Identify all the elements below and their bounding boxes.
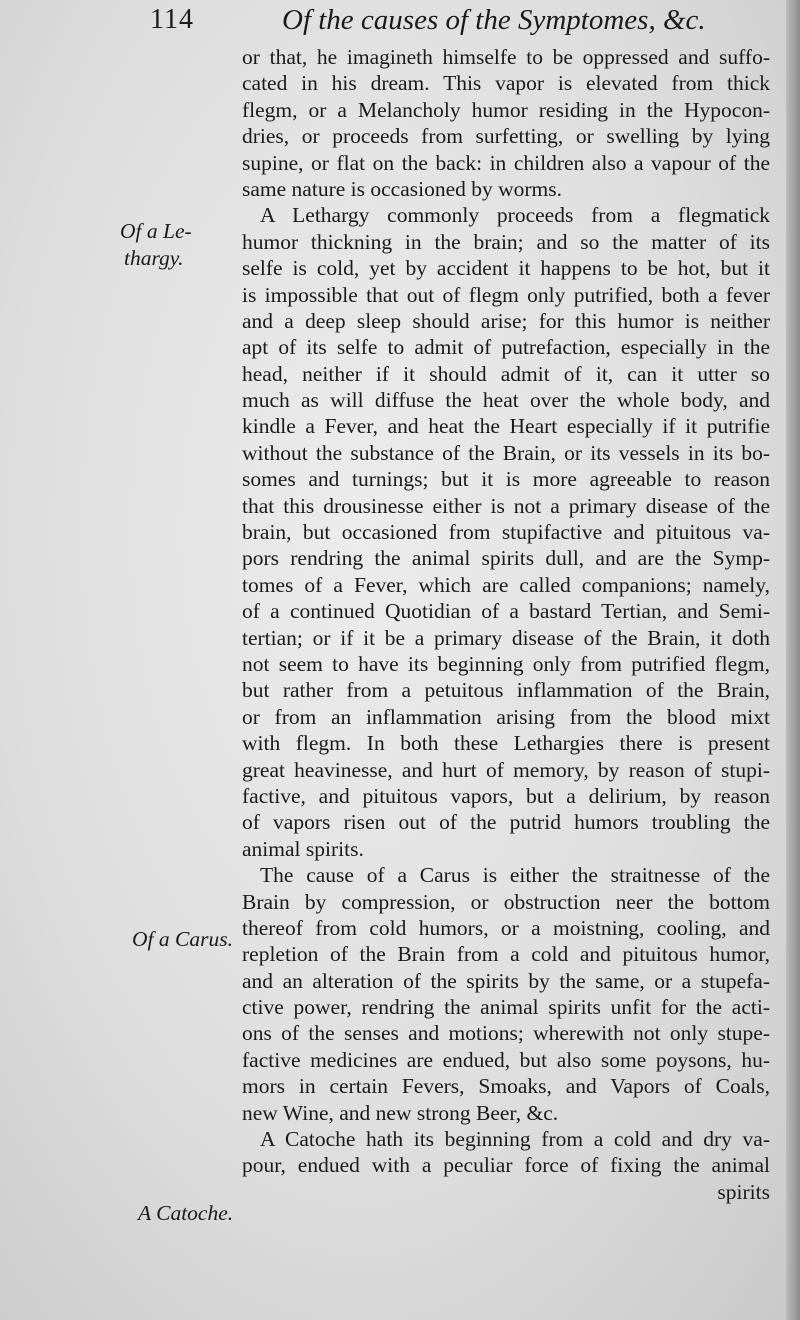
text-line: not seem to have its beginning only from putrified flegm, (242, 651, 770, 676)
text-line: The cause of a Carus is either the straitnesse of the (260, 863, 770, 888)
page-edge-shadow (786, 0, 800, 1320)
text-line: A Lethargy commonly proceeds from a flegmatick (260, 203, 770, 228)
text-line: humor thickning in the brain; and so the matter of its (242, 229, 770, 254)
text-line: ons of the senses and motions; wherewith not only stupe- (242, 1021, 770, 1046)
running-title: Of the causes of the Symptomes, &c. (282, 4, 706, 36)
catchword: spirits (717, 1179, 770, 1204)
text-line: A Catoche hath its beginning from a cold and dry va- (260, 1127, 770, 1152)
text-line: Brain by compression, or obstruction neer the bottom (242, 889, 770, 914)
text-line: supine, or flat on the back: in children also a vapour of the (242, 150, 770, 175)
page-number: 114 (150, 4, 194, 35)
text-line: factive medicines are endued, but also some poysons, hu- (242, 1047, 770, 1072)
text-line: thereof from cold humors, or a moistning, cooling, and (242, 915, 770, 940)
side-note-lethargy (120, 218, 238, 272)
text-line: with flegm. In both these Lethargies there is present (242, 731, 770, 756)
text-line: tertian; or if it be a primary disease of the Brain, it doth (242, 625, 770, 650)
text-line: flegm, or a Melancholy humor residing in the Hypocon- (242, 97, 770, 122)
text-line: pour, endued with a peculiar force of fixing the animal (242, 1153, 770, 1178)
paragraph-carus (242, 862, 770, 1126)
page-header (150, 2, 790, 42)
paragraph-lethargy (242, 202, 770, 862)
text-line: new Wine, and new strong Beer, &c. (242, 1100, 559, 1125)
text-line: brain, but occasioned from stupifactive and pituitous va- (242, 520, 770, 545)
text-line: kindle a Fever, and heat the Heart especially if it putrifie (242, 414, 770, 439)
side-note-line: A Catoche. (138, 1201, 234, 1225)
text-line: much as will diffuse the heat over the whole body, and (242, 388, 770, 413)
side-note-line: Of a Le- (120, 219, 192, 243)
text-line: or from an inflammation arising from the blood mixt (242, 704, 770, 729)
text-line: pors rendring the animal spirits dull, and are the Symp- (242, 546, 770, 571)
text-line: of a continued Quotidian of a bastard Tertian, and Semi- (242, 599, 770, 624)
text-line: that this drousinesse either is not a primary disease of the (242, 493, 770, 518)
text-line: mors in certain Fevers, Smoaks, and Vapors of Coals, (242, 1074, 770, 1099)
text-line: is impossible that out of flegm only putrified, both a fever (242, 282, 770, 307)
text-line: head, neither if it should admit of it, can it utter so (242, 361, 770, 386)
side-note-catoche (138, 1200, 256, 1227)
text-line: apt of its selfe to admit of putrefaction, especially in the (242, 335, 770, 360)
text-line: animal spirits. (242, 836, 364, 861)
text-line: selfe is cold, yet by accident it happens to be hot, but it (242, 256, 770, 281)
text-line: repletion of the Brain from a cold and pituitous humor, (242, 942, 770, 967)
side-note-line: thargy. (124, 246, 184, 270)
text-line: great heavinesse, and hurt of memory, by reason of stupi- (242, 757, 770, 782)
text-line: or that, he imagineth himselfe to be oppressed and suffo- (242, 45, 770, 69)
text-line: without the substance of the Brain, or its vessels in its bo- (242, 440, 770, 465)
side-note-carus (132, 926, 250, 953)
text-line: same nature is occasioned by worms. (242, 176, 563, 201)
paragraph-catoche (242, 1126, 770, 1179)
main-text (242, 44, 770, 1205)
text-line: but rather from a petuitous inflammation of the Brain, (242, 678, 770, 703)
paragraph (242, 44, 770, 202)
text-line: and a deep sleep should arise; for this humor is neither (242, 308, 770, 333)
text-line: of vapors risen out of the putrid humors troubling the (242, 810, 770, 835)
text-line: factive, and pituitous vapors, but a delirium, by reason (242, 783, 770, 808)
text-line: and an alteration of the spirits by the same, or a stupefa- (242, 968, 770, 993)
text-line: cated in his dream. This vapor is elevated from thick (242, 71, 770, 96)
text-line: ctive power, rendring the animal spirits unfit for the acti- (242, 995, 770, 1020)
side-note-line: Of a Carus. (132, 927, 233, 951)
text-line: dries, or proceeds from surfetting, or swelling by lying (242, 124, 770, 149)
text-line: somes and turnings; but it is more agreeable to reason (242, 467, 770, 492)
text-line: tomes of a Fever, which are called companions; namely, (242, 572, 770, 597)
